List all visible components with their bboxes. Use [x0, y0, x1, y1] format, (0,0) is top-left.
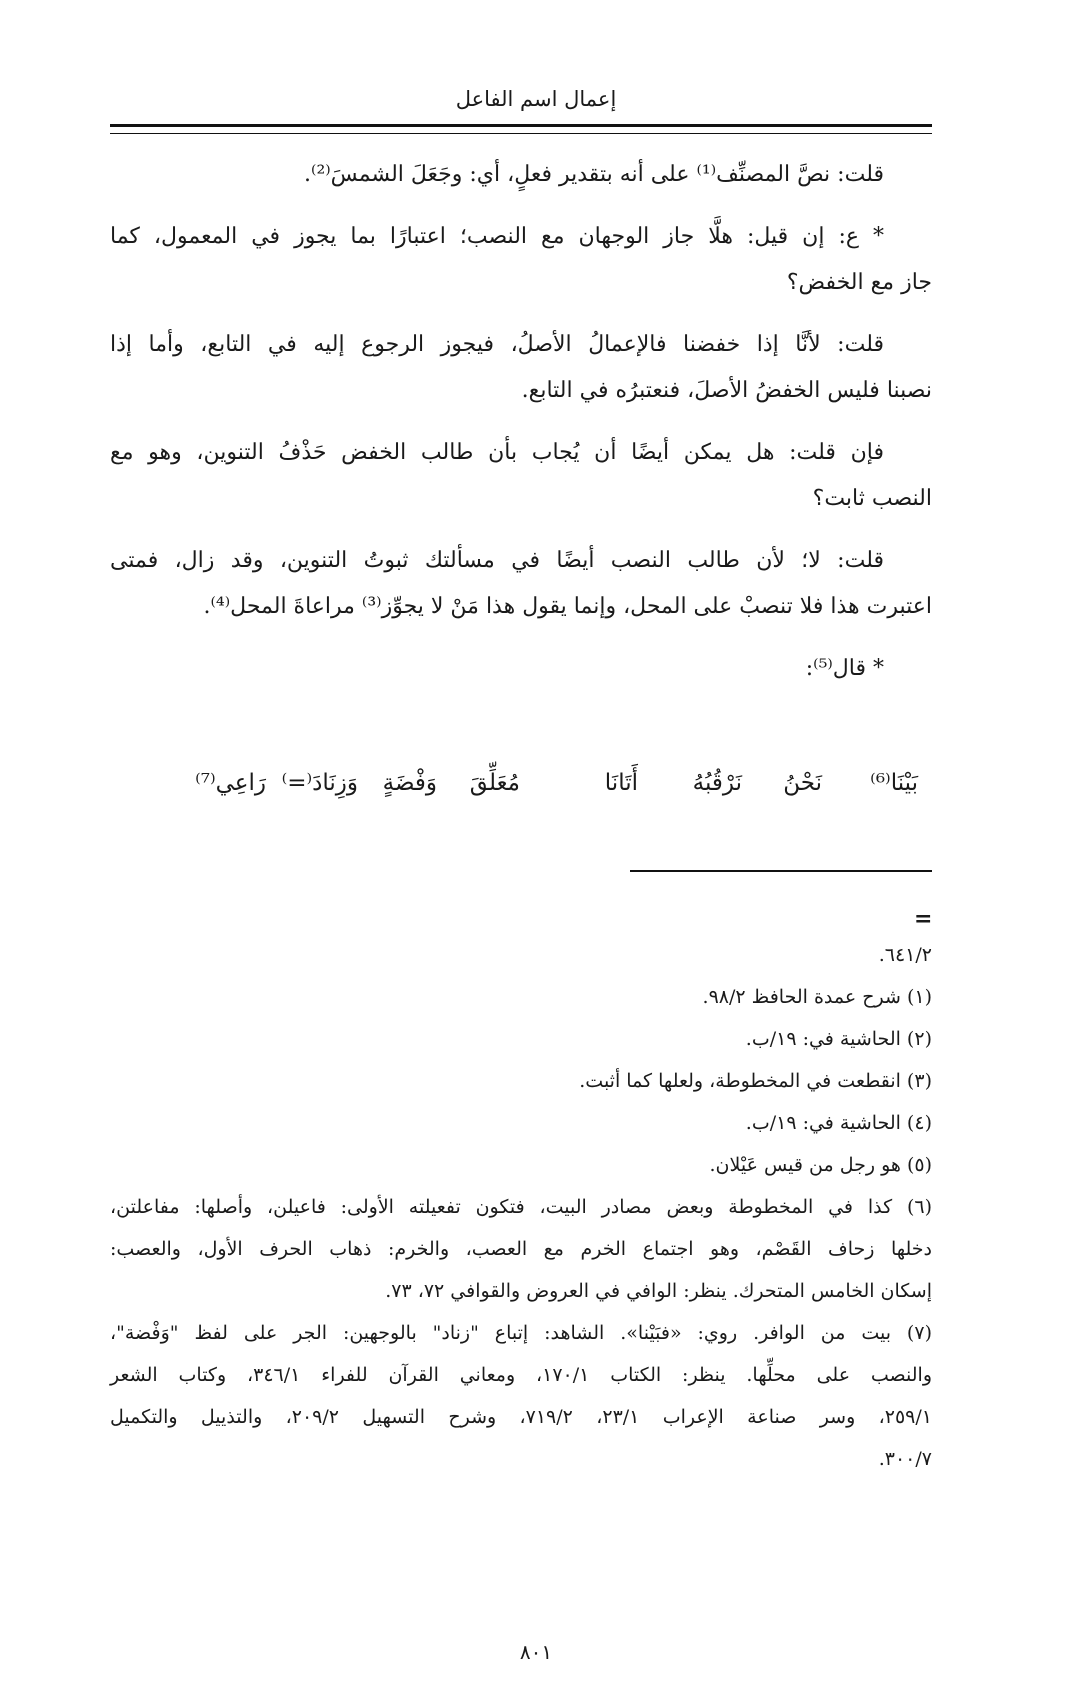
text-line: * قال⁽⁵⁾:: [805, 656, 884, 681]
running-header: إعمال اسم الفاعل: [455, 87, 617, 111]
text-line: النصب ثابت؟: [812, 486, 932, 511]
verse-word: بَيْنَا⁽⁶⁾: [870, 770, 918, 796]
verse-word: أَتَانَا: [604, 770, 638, 796]
footnote: [110, 1102, 932, 1144]
verse-word: نَرْقُبُهُ: [692, 770, 742, 796]
verse-word: نَحْنُ: [783, 770, 822, 796]
footnote-line: (٥) هو رجل من قيس عَيْلان.: [709, 1154, 932, 1176]
text-line: جاز مع الخفض؟: [786, 270, 932, 295]
footnote-line: (٤) الحاشية في: ١٩/ب.: [745, 1112, 932, 1134]
verse-word: رَاعِي⁽⁷⁾: [195, 770, 266, 796]
footnote-line: (٦) كذا في المخطوطة وبعض مصادر البيت، فتكون تفعيلته الأولى: فاعيلن، وأصلها: مفاعلتن،: [110, 1196, 932, 1218]
footnote: [110, 934, 932, 976]
footnote: [110, 1144, 932, 1186]
footnote-line: (٢) الحاشية في: ١٩/ب.: [745, 1028, 932, 1050]
text-line: اعتبرت هذا فلا تنصبْ على المحل، وإنما يقول هذا مَنْ لا يجوِّز⁽³⁾ مراعاةَ المحل⁽⁴⁾.: [203, 594, 932, 619]
text-line: فإن قلت: هل يمكن أيضًا أن يُجاب بأن طالب الخفض حَذْفُ التنوين، وهو مع: [110, 440, 884, 465]
verse-word: وَفْضَةٍ: [382, 770, 437, 796]
verse-word: مُعَلِّقَ: [469, 770, 520, 796]
paragraph: [110, 646, 932, 692]
poetry-verse: [110, 758, 932, 808]
paragraph: [110, 214, 932, 306]
footnote-line: ٦٤١/٢.: [878, 944, 932, 966]
footnote-line: والنصب على محلِّها. ينظر: الكتاب ١٧٠/١، ومعاني القرآن للفراء ٣٤٦/١، وكتاب الشعر: [110, 1364, 932, 1386]
footnote-line: دخلها زحاف القَصْم، وهو اجتماع الخرم مع العصب، والخرم: ذهاب الحرف الأول، والعصب:: [110, 1238, 932, 1260]
text-line: قلت: لأنَّا إذا خفضنا فالإعمالُ الأصلُ، فيجوز الرجوع إليه في التابع، وأما إذا: [110, 332, 884, 357]
footnote: [110, 1312, 932, 1480]
text-line: قلت: لا؛ لأن طالب النصب أيضًا في مسألتك ثبوتُ التنوين، وقد زال، فمتى: [110, 548, 884, 573]
footnote: [110, 1186, 932, 1312]
header-rule-thin: [110, 133, 932, 134]
footnote-continuation-mark: =: [914, 906, 933, 932]
footnote-line: (١) شرح عمدة الحافظ ٩٨/٢.: [702, 986, 932, 1008]
footnote: [110, 976, 932, 1018]
footnote: [110, 1060, 932, 1102]
footnote-separator: [630, 870, 932, 872]
text-line: نصبنا فليس الخفضُ الأصلَ، فنعتبرُه في التابع.: [521, 378, 932, 403]
verse-word: وَزِنَادَ⁽=⁾: [281, 770, 358, 796]
footnote-line: إسكان الخامس المتحرك. ينظر: الوافي في العروض والقوافي ٧٢، ٧٣.: [385, 1280, 932, 1302]
text-line: * ع: إن قيل: هلَّا جاز الوجهان مع النصب؛ اعتبارًا بما يجوز في المعمول، كما: [110, 224, 884, 249]
footnotes: [110, 934, 932, 1480]
page-number: ٨٠١: [519, 1640, 553, 1664]
paragraph: [110, 322, 932, 414]
paragraph: [110, 430, 932, 522]
footnote-line: (٣) انقطعت في المخطوطة، ولعلها كما أثبت.: [579, 1070, 932, 1092]
main-text: [110, 152, 932, 708]
text-line: قلت: نصَّ المصنِّف⁽¹⁾ على أنه بتقدير فعلٍ، أي: وجَعَلَ الشمسَ⁽²⁾.: [304, 162, 884, 187]
footnote-line: ٢٥٩/١، وسر صناعة الإعراب ٢٣/١، ٧١٩/٢، وشرح التسهيل ٢٠٩/٢، والتذييل والتكميل: [110, 1406, 932, 1428]
paragraph: [110, 152, 932, 198]
paragraph: [110, 538, 932, 630]
header-rule-thick: [110, 124, 932, 127]
footnote-line: ٣٠٠/٧.: [878, 1448, 932, 1470]
footnote: [110, 1018, 932, 1060]
footnote-line: (٧) بيت من الوافر. روي: «فبَيْنا». الشاهد: إتباع "زناد" بالوجهين: الجر على لفظ "وَفْضة"،: [110, 1322, 932, 1344]
